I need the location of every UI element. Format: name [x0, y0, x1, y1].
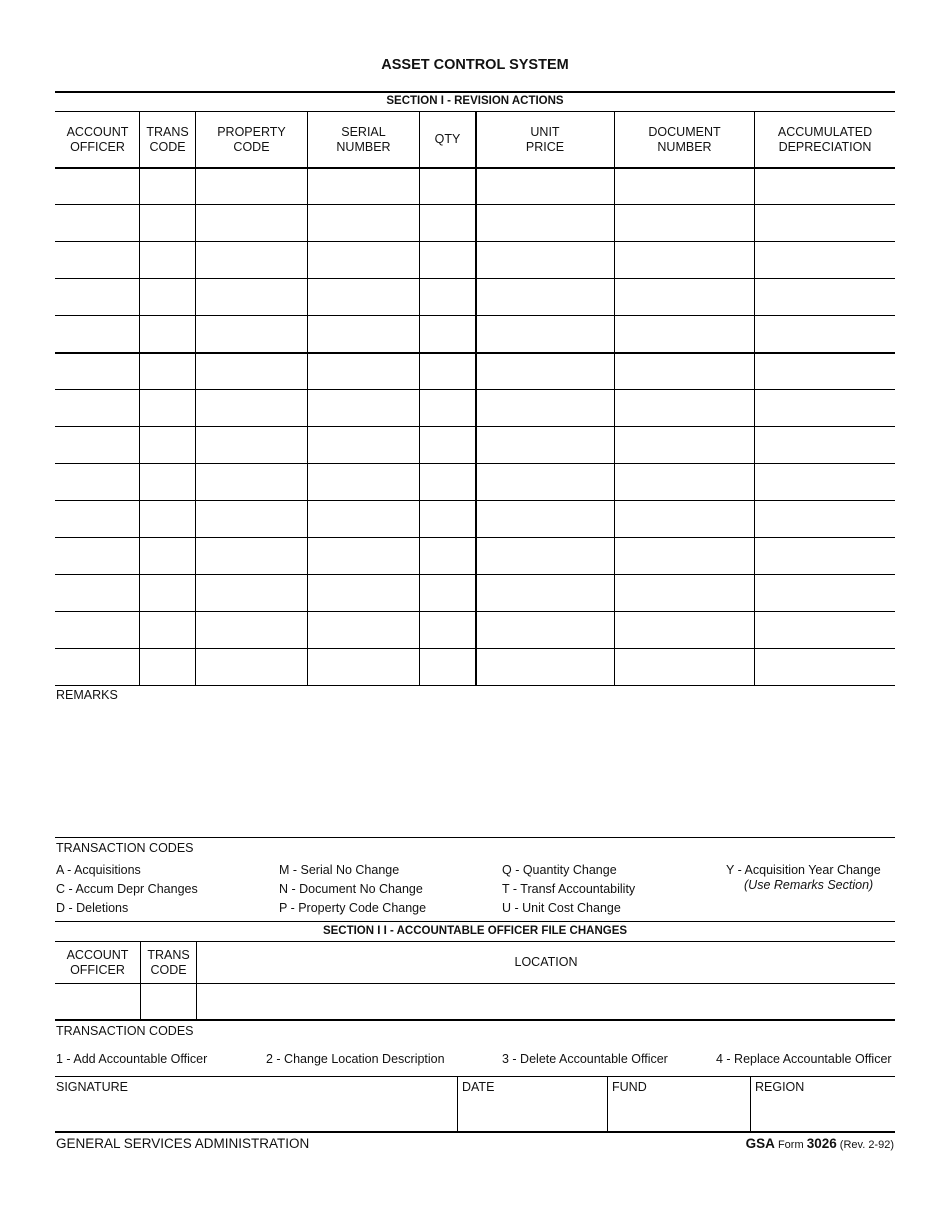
- unit-price-field[interactable]: [476, 539, 613, 573]
- trans-code-field-2[interactable]: [141, 984, 196, 1019]
- column-divider: [139, 111, 140, 685]
- accumulated-depreciation-field[interactable]: [755, 280, 894, 314]
- accumulated-depreciation-field[interactable]: [755, 206, 894, 240]
- serial-number-field[interactable]: [308, 428, 418, 462]
- property-code-field[interactable]: [196, 280, 306, 314]
- serial-number-field[interactable]: [308, 391, 418, 425]
- qty-field[interactable]: [420, 317, 474, 351]
- serial-number-field[interactable]: [308, 613, 418, 647]
- fund-label: FUND: [612, 1080, 647, 1094]
- accumulated-depreciation-field[interactable]: [755, 613, 894, 647]
- column-divider: [754, 111, 755, 685]
- tcode-item: C - Accum Depr Changes: [56, 882, 198, 896]
- tcode-note: (Use Remarks Section): [744, 878, 874, 892]
- property-code-field[interactable]: [196, 539, 306, 573]
- form-id: [746, 1136, 894, 1151]
- account-officer-field[interactable]: [56, 428, 138, 462]
- column-divider: [475, 111, 477, 685]
- serial-number-field[interactable]: [308, 465, 418, 499]
- accumulated-depreciation-field[interactable]: [755, 243, 894, 277]
- signature-field[interactable]: [55, 1077, 457, 1131]
- tcode2-item: 3 - Delete Accountable Officer: [502, 1052, 668, 1066]
- qty-field[interactable]: [420, 354, 474, 388]
- col-header-account-officer: ACCOUNT OFFICER: [66, 124, 129, 154]
- account-officer-field[interactable]: [56, 576, 138, 610]
- row-rule: [55, 685, 895, 686]
- account-officer-field[interactable]: [56, 317, 138, 351]
- accumulated-depreciation-field[interactable]: [755, 169, 894, 203]
- remarks-field[interactable]: [55, 703, 895, 835]
- transaction-codes-label-2: TRANSACTION CODES: [56, 1024, 194, 1038]
- property-code-field[interactable]: [196, 354, 306, 388]
- account-officer-field-2[interactable]: [55, 984, 140, 1019]
- unit-price-field[interactable]: [476, 465, 613, 499]
- signature-bottom-rule: [55, 1131, 895, 1133]
- serial-number-field[interactable]: [308, 576, 418, 610]
- document-number-field[interactable]: [615, 317, 753, 351]
- document-number-field[interactable]: [615, 169, 753, 203]
- form-number: 3026: [806, 1136, 837, 1151]
- document-number-field[interactable]: [615, 280, 753, 314]
- trans-code-field[interactable]: [140, 428, 194, 462]
- tcode-item: Y - Acquisition Year Change: [726, 863, 881, 877]
- section2-divider: [196, 941, 197, 1020]
- tcode2-item: 1 - Add Accountable Officer: [56, 1052, 208, 1066]
- unit-price-field[interactable]: [476, 502, 613, 536]
- column-divider: [195, 111, 196, 685]
- tcode-item: A - Acquisitions: [56, 863, 141, 877]
- column-divider: [307, 111, 308, 685]
- date-field[interactable]: [458, 1077, 607, 1131]
- col-header-unit-price: UNIT PRICE: [525, 124, 565, 154]
- serial-number-field[interactable]: [308, 354, 418, 388]
- property-code-field[interactable]: [196, 502, 306, 536]
- account-officer-field[interactable]: [56, 650, 138, 684]
- trans-code-field[interactable]: [140, 317, 194, 351]
- account-officer-field[interactable]: [56, 243, 138, 277]
- document-number-field[interactable]: [615, 391, 753, 425]
- serial-number-field[interactable]: [308, 169, 418, 203]
- qty-field[interactable]: [420, 613, 474, 647]
- unit-price-field[interactable]: [476, 317, 613, 351]
- tcode-item: T - Transf Accountability: [502, 882, 636, 896]
- trans-code-field[interactable]: [140, 169, 194, 203]
- property-code-field[interactable]: [196, 650, 306, 684]
- tcode-item: N - Document No Change: [279, 882, 423, 896]
- fund-field[interactable]: [608, 1077, 750, 1131]
- account-officer-field[interactable]: [56, 613, 138, 647]
- accumulated-depreciation-field[interactable]: [755, 465, 894, 499]
- form-revision: (Rev. 2-92): [839, 1139, 894, 1151]
- column-divider: [614, 111, 615, 685]
- document-number-field[interactable]: [615, 465, 753, 499]
- tcode-item: D - Deletions: [56, 901, 129, 915]
- tcode-item: Q - Quantity Change: [502, 863, 617, 877]
- document-number-field[interactable]: [615, 539, 753, 573]
- tcode-item: U - Unit Cost Change: [502, 901, 621, 915]
- location-field[interactable]: [197, 984, 895, 1019]
- unit-price-field[interactable]: [476, 354, 613, 388]
- tcode2-item: 4 - Replace Accountable Officer: [716, 1052, 892, 1066]
- document-number-field[interactable]: [615, 243, 753, 277]
- account-officer-field[interactable]: [56, 539, 138, 573]
- property-code-field[interactable]: [196, 428, 306, 462]
- account-officer-field[interactable]: [56, 280, 138, 314]
- col-header-trans-code-2: TRANS CODE: [147, 947, 190, 977]
- document-number-field[interactable]: [615, 650, 753, 684]
- qty-field[interactable]: [420, 539, 474, 573]
- serial-number-field[interactable]: [308, 539, 418, 573]
- form-word: Form: [777, 1139, 804, 1151]
- document-number-field[interactable]: [615, 576, 753, 610]
- accumulated-depreciation-field[interactable]: [755, 539, 894, 573]
- property-code-field[interactable]: [196, 465, 306, 499]
- col-header-serial-number: SERIAL NUMBER: [336, 124, 391, 154]
- section2-top-rule: [55, 921, 895, 922]
- trans-code-field[interactable]: [140, 354, 194, 388]
- region-label: REGION: [755, 1080, 805, 1094]
- section1-title: SECTION I - REVISION ACTIONS: [386, 95, 564, 107]
- qty-field[interactable]: [420, 465, 474, 499]
- serial-number-field[interactable]: [308, 243, 418, 277]
- serial-number-field[interactable]: [308, 206, 418, 240]
- agency-name: GENERAL SERVICES ADMINISTRATION: [56, 1136, 310, 1151]
- trans-code-field[interactable]: [140, 206, 194, 240]
- col-header-qty: QTY: [434, 132, 461, 146]
- accumulated-depreciation-field[interactable]: [755, 391, 894, 425]
- accumulated-depreciation-field[interactable]: [755, 317, 894, 351]
- property-code-field[interactable]: [196, 576, 306, 610]
- unit-price-field[interactable]: [476, 243, 613, 277]
- qty-field[interactable]: [420, 206, 474, 240]
- account-officer-field[interactable]: [56, 169, 138, 203]
- serial-number-field[interactable]: [308, 650, 418, 684]
- trans-code-field[interactable]: [140, 576, 194, 610]
- property-code-field[interactable]: [196, 391, 306, 425]
- qty-field[interactable]: [420, 391, 474, 425]
- tcode-item: P - Property Code Change: [279, 901, 427, 915]
- col-header-account-officer-2: ACCOUNT OFFICER: [66, 947, 129, 977]
- qty-field[interactable]: [420, 576, 474, 610]
- property-code-field[interactable]: [196, 169, 306, 203]
- serial-number-field[interactable]: [308, 502, 418, 536]
- accumulated-depreciation-field[interactable]: [755, 576, 894, 610]
- account-officer-field[interactable]: [56, 391, 138, 425]
- unit-price-field[interactable]: [476, 206, 613, 240]
- document-number-field[interactable]: [615, 206, 753, 240]
- trans-code-field[interactable]: [140, 391, 194, 425]
- qty-field[interactable]: [420, 169, 474, 203]
- tcode2-item: 2 - Change Location Description: [266, 1052, 445, 1066]
- unit-price-field[interactable]: [476, 391, 613, 425]
- unit-price-field[interactable]: [476, 428, 613, 462]
- qty-field[interactable]: [420, 650, 474, 684]
- account-officer-field[interactable]: [56, 502, 138, 536]
- serial-number-field[interactable]: [308, 317, 418, 351]
- form-prefix: GSA: [745, 1136, 775, 1151]
- accumulated-depreciation-field[interactable]: [755, 354, 894, 388]
- col-header-property-code: PROPERTY CODE: [217, 124, 286, 154]
- account-officer-field[interactable]: [56, 206, 138, 240]
- accumulated-depreciation-field[interactable]: [755, 650, 894, 684]
- document-number-field[interactable]: [615, 502, 753, 536]
- qty-field[interactable]: [420, 428, 474, 462]
- signature-label: SIGNATURE: [56, 1080, 128, 1094]
- region-field[interactable]: [751, 1077, 895, 1131]
- accumulated-depreciation-field[interactable]: [755, 428, 894, 462]
- property-code-field[interactable]: [196, 613, 306, 647]
- col-header-location: LOCATION: [514, 955, 578, 969]
- date-label: DATE: [462, 1080, 495, 1094]
- qty-field[interactable]: [420, 243, 474, 277]
- section2-bottom-rule: [55, 1019, 895, 1021]
- col-header-trans-code: TRANS CODE: [146, 124, 189, 154]
- section2-divider: [140, 941, 141, 1020]
- remarks-label: REMARKS: [56, 688, 118, 702]
- property-code-field[interactable]: [196, 243, 306, 277]
- col-header-accumulated-depreciation: ACCUMULATED DEPRECIATION: [777, 124, 873, 154]
- document-number-field[interactable]: [615, 354, 753, 388]
- transaction-codes-label: TRANSACTION CODES: [56, 841, 194, 855]
- account-officer-field[interactable]: [56, 354, 138, 388]
- trans-code-field[interactable]: [140, 502, 194, 536]
- unit-price-field[interactable]: [476, 650, 613, 684]
- page-title: ASSET CONTROL SYSTEM: [381, 57, 569, 73]
- serial-number-field[interactable]: [308, 280, 418, 314]
- section1-top-rule: [55, 91, 895, 93]
- unit-price-field[interactable]: [476, 613, 613, 647]
- document-number-field[interactable]: [615, 613, 753, 647]
- tcode-item: M - Serial No Change: [279, 863, 400, 877]
- qty-field[interactable]: [420, 280, 474, 314]
- trans-code-field[interactable]: [140, 465, 194, 499]
- trans-code-field[interactable]: [140, 280, 194, 314]
- unit-price-field[interactable]: [476, 576, 613, 610]
- trans-code-field[interactable]: [140, 613, 194, 647]
- qty-field[interactable]: [420, 502, 474, 536]
- trans-code-field[interactable]: [140, 243, 194, 277]
- account-officer-field[interactable]: [56, 465, 138, 499]
- col-header-document-number: DOCUMENT NUMBER: [648, 124, 721, 154]
- property-code-field[interactable]: [196, 317, 306, 351]
- property-code-field[interactable]: [196, 206, 306, 240]
- unit-price-field[interactable]: [476, 280, 613, 314]
- trans-code-field[interactable]: [140, 539, 194, 573]
- document-number-field[interactable]: [615, 428, 753, 462]
- section2-title: SECTION I I - ACCOUNTABLE OFFICER FILE CHANGES: [322, 925, 628, 937]
- column-divider: [419, 111, 420, 685]
- trans-code-field[interactable]: [140, 650, 194, 684]
- unit-price-field[interactable]: [476, 169, 613, 203]
- tcodes-top-rule: [55, 837, 895, 838]
- accumulated-depreciation-field[interactable]: [755, 502, 894, 536]
